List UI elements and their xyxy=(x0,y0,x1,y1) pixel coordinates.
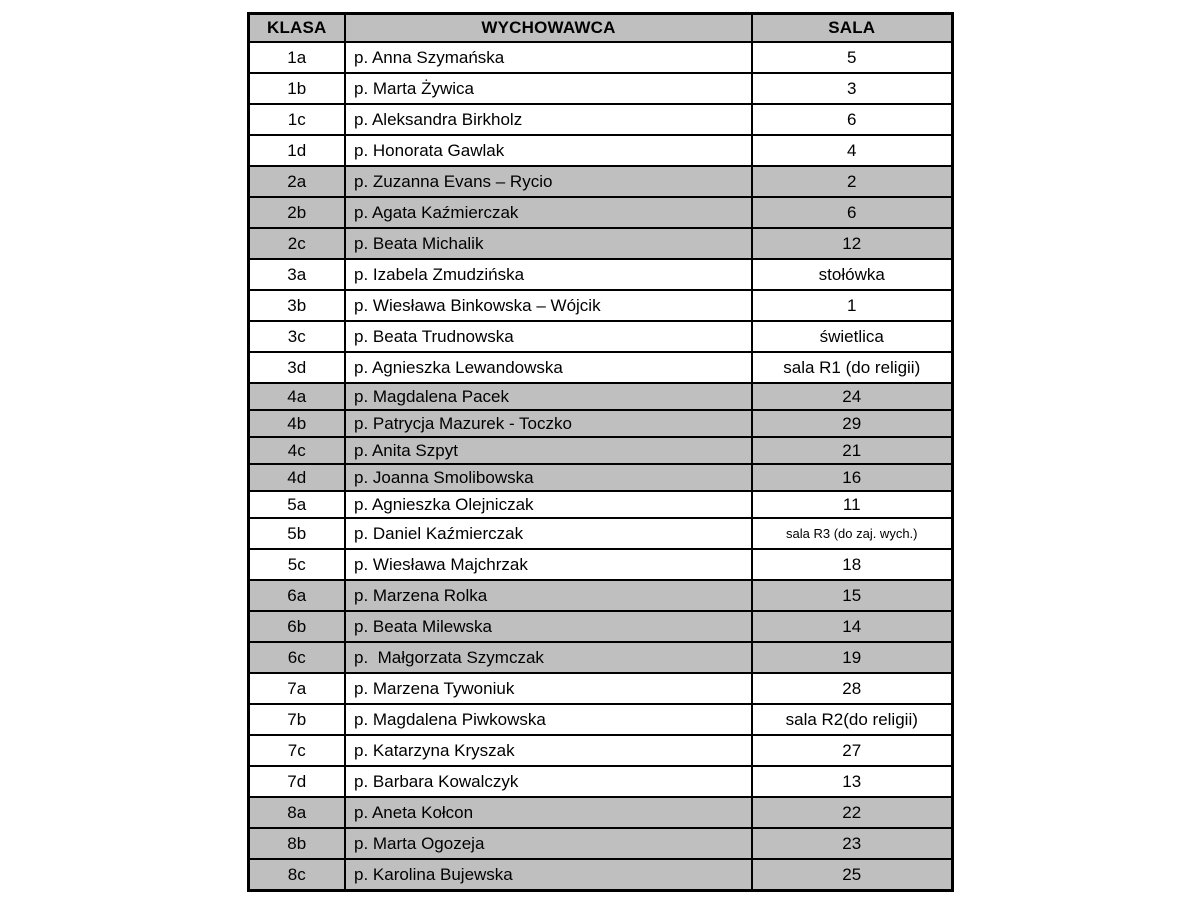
cell-sala: 6 xyxy=(752,197,952,228)
table-row xyxy=(248,549,952,580)
header-row xyxy=(248,14,952,43)
cell-klasa: 6a xyxy=(248,580,345,611)
column-header-klasa: KLASA xyxy=(248,14,345,43)
table-row xyxy=(248,704,952,735)
cell-sala: 19 xyxy=(752,642,952,673)
table-row xyxy=(248,166,952,197)
cell-wychowawca: p. Anna Szymańska xyxy=(345,42,752,73)
cell-sala: 4 xyxy=(752,135,952,166)
cell-wychowawca: p. Aneta Kołcon xyxy=(345,797,752,828)
cell-sala: 12 xyxy=(752,228,952,259)
cell-wychowawca: p. Małgorzata Szymczak xyxy=(345,642,752,673)
cell-sala: 27 xyxy=(752,735,952,766)
cell-klasa: 6b xyxy=(248,611,345,642)
cell-klasa: 7d xyxy=(248,766,345,797)
cell-klasa: 2b xyxy=(248,197,345,228)
cell-klasa: 6c xyxy=(248,642,345,673)
cell-klasa: 5c xyxy=(248,549,345,580)
table-row xyxy=(248,197,952,228)
cell-sala: 6 xyxy=(752,104,952,135)
cell-sala: 23 xyxy=(752,828,952,859)
table-row xyxy=(248,828,952,859)
cell-sala: 22 xyxy=(752,797,952,828)
table-row xyxy=(248,673,952,704)
table-row xyxy=(248,135,952,166)
cell-wychowawca: p. Beata Milewska xyxy=(345,611,752,642)
cell-klasa: 7b xyxy=(248,704,345,735)
cell-sala: 11 xyxy=(752,491,952,518)
cell-sala: 15 xyxy=(752,580,952,611)
cell-wychowawca: p. Karolina Bujewska xyxy=(345,859,752,891)
cell-wychowawca: p. Honorata Gawlak xyxy=(345,135,752,166)
cell-klasa: 3b xyxy=(248,290,345,321)
cell-klasa: 5a xyxy=(248,491,345,518)
cell-klasa: 3d xyxy=(248,352,345,383)
cell-wychowawca: p. Aleksandra Birkholz xyxy=(345,104,752,135)
table-row xyxy=(248,42,952,73)
cell-klasa: 1a xyxy=(248,42,345,73)
table-row xyxy=(248,352,952,383)
cell-klasa: 1b xyxy=(248,73,345,104)
cell-sala: 1 xyxy=(752,290,952,321)
cell-klasa: 7c xyxy=(248,735,345,766)
table-row xyxy=(248,491,952,518)
table-row xyxy=(248,735,952,766)
cell-klasa: 3c xyxy=(248,321,345,352)
table-row xyxy=(248,859,952,891)
cell-wychowawca: p. Beata Trudnowska xyxy=(345,321,752,352)
cell-wychowawca: p. Marzena Rolka xyxy=(345,580,752,611)
table-row xyxy=(248,518,952,549)
cell-klasa: 3a xyxy=(248,259,345,290)
cell-wychowawca: p. Magdalena Pacek xyxy=(345,383,752,410)
cell-sala: 28 xyxy=(752,673,952,704)
cell-klasa: 8a xyxy=(248,797,345,828)
table-row xyxy=(248,104,952,135)
cell-sala: sala R1 (do religii) xyxy=(752,352,952,383)
cell-klasa: 4a xyxy=(248,383,345,410)
column-header-wychowawca: WYCHOWAWCA xyxy=(345,14,752,43)
cell-wychowawca: p. Katarzyna Kryszak xyxy=(345,735,752,766)
cell-sala: 14 xyxy=(752,611,952,642)
cell-sala: 21 xyxy=(752,437,952,464)
cell-klasa: 5b xyxy=(248,518,345,549)
cell-klasa: 4b xyxy=(248,410,345,437)
table-row xyxy=(248,580,952,611)
table-row xyxy=(248,464,952,491)
cell-sala: 2 xyxy=(752,166,952,197)
table-body xyxy=(248,42,952,891)
cell-wychowawca: p. Marta Żywica xyxy=(345,73,752,104)
table-row xyxy=(248,642,952,673)
cell-wychowawca: p. Magdalena Piwkowska xyxy=(345,704,752,735)
cell-klasa: 4d xyxy=(248,464,345,491)
table-row xyxy=(248,259,952,290)
cell-klasa: 7a xyxy=(248,673,345,704)
class-teacher-room-table xyxy=(247,12,954,892)
cell-sala: 5 xyxy=(752,42,952,73)
cell-wychowawca: p. Wiesława Majchrzak xyxy=(345,549,752,580)
cell-wychowawca: p. Marzena Tywoniuk xyxy=(345,673,752,704)
cell-sala: 18 xyxy=(752,549,952,580)
cell-wychowawca: p. Agnieszka Lewandowska xyxy=(345,352,752,383)
table-row xyxy=(248,797,952,828)
cell-wychowawca: p. Marta Ogozeja xyxy=(345,828,752,859)
cell-klasa: 2c xyxy=(248,228,345,259)
cell-wychowawca: p. Patrycja Mazurek - Toczko xyxy=(345,410,752,437)
cell-sala: świetlica xyxy=(752,321,952,352)
cell-sala: stołówka xyxy=(752,259,952,290)
cell-wychowawca: p. Barbara Kowalczyk xyxy=(345,766,752,797)
cell-wychowawca: p. Zuzanna Evans – Rycio xyxy=(345,166,752,197)
table-row xyxy=(248,73,952,104)
cell-wychowawca: p. Daniel Kaźmierczak xyxy=(345,518,752,549)
cell-wychowawca: p. Anita Szpyt xyxy=(345,437,752,464)
cell-klasa: 1c xyxy=(248,104,345,135)
cell-klasa: 8b xyxy=(248,828,345,859)
table-row xyxy=(248,437,952,464)
table-row xyxy=(248,321,952,352)
cell-klasa: 4c xyxy=(248,437,345,464)
cell-wychowawca: p. Wiesława Binkowska – Wójcik xyxy=(345,290,752,321)
cell-wychowawca: p. Izabela Zmudzińska xyxy=(345,259,752,290)
cell-sala: 25 xyxy=(752,859,952,891)
cell-sala: 3 xyxy=(752,73,952,104)
cell-wychowawca: p. Agata Kaźmierczak xyxy=(345,197,752,228)
cell-wychowawca: p. Beata Michalik xyxy=(345,228,752,259)
table-row xyxy=(248,410,952,437)
table-row xyxy=(248,290,952,321)
cell-sala: 13 xyxy=(752,766,952,797)
cell-sala: 29 xyxy=(752,410,952,437)
cell-sala: sala R2(do religii) xyxy=(752,704,952,735)
cell-klasa: 2a xyxy=(248,166,345,197)
cell-klasa: 1d xyxy=(248,135,345,166)
cell-sala: 24 xyxy=(752,383,952,410)
column-header-sala: SALA xyxy=(752,14,952,43)
table-row xyxy=(248,766,952,797)
table-row xyxy=(248,611,952,642)
cell-wychowawca: p. Joanna Smolibowska xyxy=(345,464,752,491)
table-row xyxy=(248,383,952,410)
cell-sala: 16 xyxy=(752,464,952,491)
cell-wychowawca: p. Agnieszka Olejniczak xyxy=(345,491,752,518)
cell-klasa: 8c xyxy=(248,859,345,891)
table-row xyxy=(248,228,952,259)
cell-sala: sala R3 (do zaj. wych.) xyxy=(752,518,952,549)
